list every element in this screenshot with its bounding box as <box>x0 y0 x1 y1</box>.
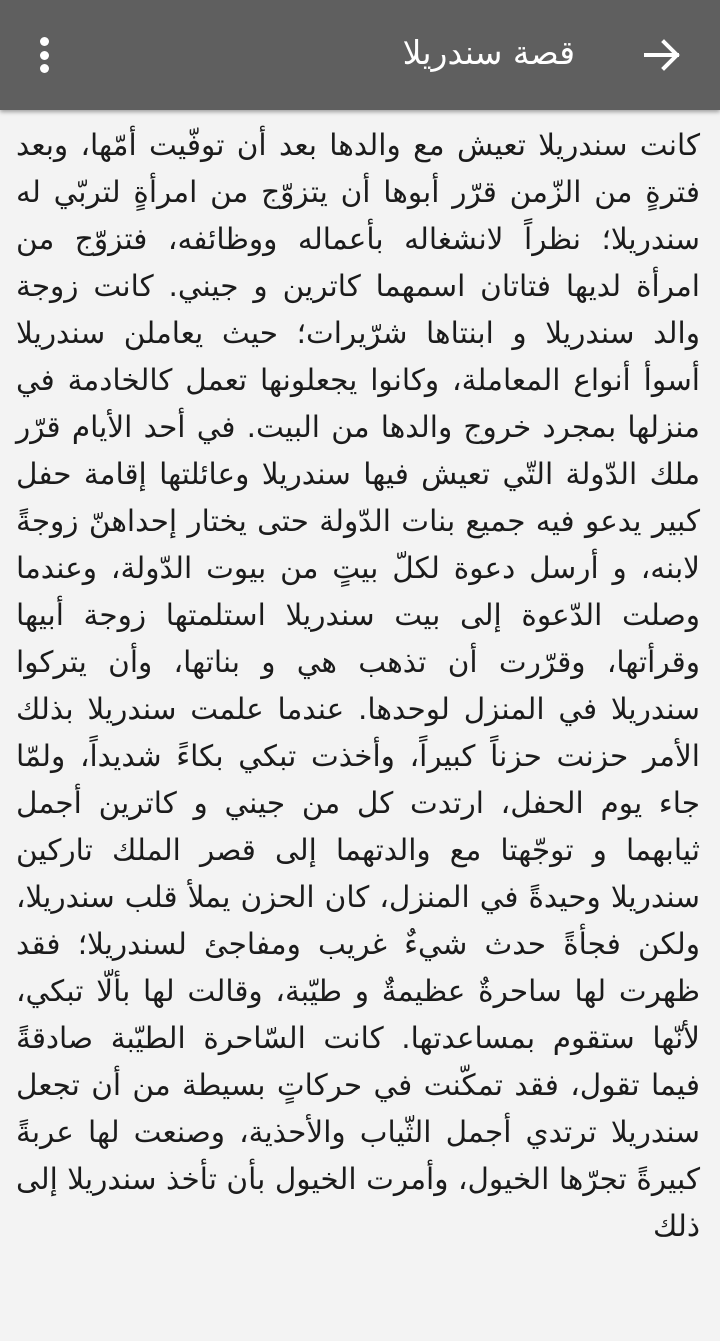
more-vertical-icon[interactable] <box>22 32 66 78</box>
page-title: قصة سندريلا <box>402 33 575 72</box>
story-text: كانت سندريلا تعيش مع والدها بعد أن توفّيت أمّها، وبعد فترةٍ من الزّمن قرّر أبوها أن يتزوّج من امرأةٍ لتربّي له سندريلا؛ نظراً لانشغاله بأعماله ووظائفه، فتزوّج من امرأة لديها فتاتان اسمهما كاترين و جيني. كانت زوجة والد سندريلا و ابنتاها شرّيرات؛ حيث يعاملن سندريلا أسوأ أنواع المعاملة، وكانوا يجعلونها تعمل كالخادمة في منزلها بمجرد خروج والدها من البيت. في أحد الأيام قرّر ملك الدّولة التّي تعيش فيها سندريلا وعائلتها إقامة حفل كبير يدعو فيه جميع بنات الدّولة حتى يختار إحداهنّ زوجةً لابنه، و أرسل دعوة لكلّ بيتٍ من بيوت الدّولة، وعندما وصلت الدّعوة إلى بيت سندريلا استلمتها زوجة أبيها وقرأتها، وقرّرت أن تذهب هي و بناتها، وأن يتركوا سندريلا في المنزل لوحدها. عندما علمت سندريلا بذلك الأمر حزنت حزناً كبيراً، وأخذت تبكي بكاءً شديداً، ولمّا جاء يوم الحفل، ارتدت كل من جيني و كاترين أجمل ثيابهما و توجّهتا مع والدتهما إلى قصر الملك تاركين سندريلا وحيدةً في المنزل، كان الحزن يملأ قلب سندريلا، ولكن فجأةً حدث شيءٌ غريب ومفاجئ لسندريلا؛ فقد ظهرت لها ساحرةٌ عظيمةٌ و طيّبة، وقالت لها بألّا تبكي، لأنّها ستقوم بمساعدتها. كانت السّاحرة الطيّبة صادقةً فيما تقول، فقد تمكّنت في حركاتٍ بسيطة من أن تجعل سندريلا ترتدي أجمل الثّياب والأحذية، وصنعت لها عربةً كبيرةً تجرّها الخيول، وأمرت الخيول بأن تأخذ سندريلا إلى ذلك <box>16 128 700 1243</box>
menu-dot <box>40 37 49 46</box>
story-content[interactable] <box>0 110 720 1341</box>
arrow-forward-icon[interactable] <box>640 33 684 77</box>
menu-dot <box>40 64 49 73</box>
app-bar <box>0 0 720 110</box>
menu-dot <box>40 51 49 60</box>
